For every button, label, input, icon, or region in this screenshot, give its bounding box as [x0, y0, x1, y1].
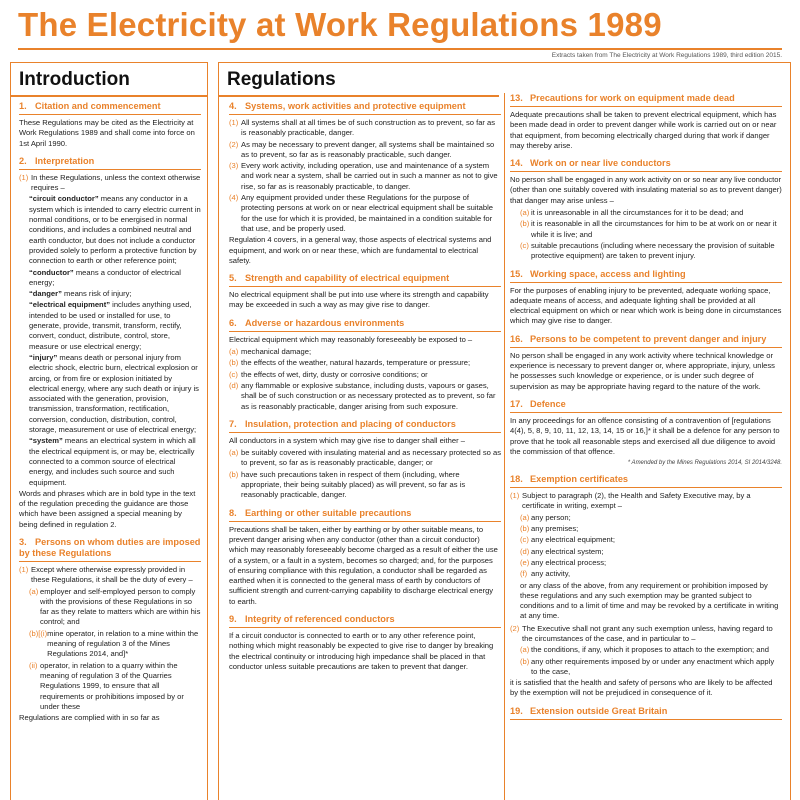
source-note: Extracts taken from The Electricity at Work Regulations 1989, third edition 2015.	[551, 52, 782, 59]
section-3	[19, 537, 201, 723]
list-item	[510, 657, 782, 678]
paragraph: Regulation 4 covers, in a general way, those aspects of electrical systems and equipment, and work on or near these, which are fundamental to electrical safety.	[229, 235, 492, 265]
list-item	[19, 629, 201, 660]
introduction-heading: Introduction	[19, 69, 130, 90]
item-marker: (b)	[229, 358, 239, 368]
item-marker: (f)	[520, 569, 528, 579]
section-title-text: Extension outside Great Britain	[530, 705, 668, 716]
list-item	[19, 587, 201, 628]
item-text: any premises;	[531, 524, 579, 534]
regulation-13	[510, 93, 782, 151]
amendment-note: * Amended by the Mines Regulations 2014, SI 2014/3248.	[627, 460, 782, 467]
regulation-8	[229, 508, 501, 607]
list-item	[229, 193, 501, 234]
paragraph: Words and phrases which are in bold type in the text of the regulation preceding the guidance are those which have been assigned a special meaning by being defined in regulation 2.	[19, 488, 196, 529]
item-marker: (d)	[229, 380, 239, 390]
item-marker: (4)	[229, 193, 239, 203]
item-marker: (b)	[229, 469, 239, 479]
section-title-text: Work on or near live conductors	[530, 158, 671, 169]
paragraph: or any class of the above, from any requirement or prohibition imposed by these regulations and any such exemption may be granted subject to conditions and to a limit of time and may be revoked by a certificate in writing at any time.	[520, 580, 779, 621]
list-item	[229, 140, 501, 161]
regulation-16	[510, 334, 782, 392]
item-text: mechanical damage;	[241, 347, 312, 357]
list-item	[510, 219, 782, 240]
section-number: 6.	[229, 317, 237, 328]
regulation-4	[229, 101, 501, 266]
section-title-text: Earthing or other suitable precautions	[245, 507, 412, 518]
section-title	[229, 318, 501, 332]
section-title	[19, 156, 201, 170]
regulation-17	[510, 399, 782, 467]
definition-text: means death or personal injury from electric shock, electric burn, electrical explosion or arcing, or from fire or explosion initiated by electrical energy, where any such death or injury is associated with the generation, provision, transmission, transformation, rectification, conversion, conduction, distribution, control, storage, measurement or use of electrical energy;	[29, 352, 199, 435]
definition-text: includes anything used, intended to be used or installed for use, to generate, provide, transmit, transform, rectify, convert, conduct, distribute, control, store, measure or use electrical energy;	[29, 300, 192, 351]
item-marker: (3)	[229, 161, 239, 171]
regulation-14	[510, 158, 782, 261]
item-marker: (b)	[520, 656, 530, 666]
item-text: operator, in relation to a quarry within the meaning of regulation 3 of the Quarries Regulations 1999, to ensure that all requirements or prohibitions imposed by or under these	[40, 660, 184, 711]
list-item	[229, 347, 501, 357]
list-item	[229, 161, 501, 192]
regulations-heading: Regulations	[227, 69, 336, 90]
item-text: it is unreasonable in all the circumstances for it to be dead; and	[531, 208, 744, 218]
section-title	[510, 93, 782, 107]
section-title	[229, 614, 501, 628]
paragraph: No electrical equipment shall be put into use where its strength and capability may be exceeded in such a way as may give rise to danger.	[229, 290, 489, 310]
item-text: any electrical system;	[531, 546, 604, 556]
paragraph: If a circuit conductor is connected to earth or to any other reference point, nothing which might reasonably be expected to give rise to danger by breaking the electrical continuity or introducing high impedance shall be placed in that conductor unless suitable precautions are taken to prevent that danger.	[229, 630, 494, 671]
section-title-text: Insulation, protection and placing of conductors	[245, 418, 456, 429]
item-marker: (a)	[229, 448, 239, 458]
section-title-text: Interpretation	[35, 155, 95, 166]
list-item	[19, 661, 201, 712]
item-marker: (2)	[510, 623, 520, 633]
item-marker: (a)	[229, 347, 239, 357]
item-text: it is reasonable in all the circumstances for him to be at work on or near it while it is live; and	[531, 219, 777, 239]
item-marker: (c)	[520, 535, 529, 545]
section-number: 19.	[510, 705, 523, 716]
list-item	[19, 565, 201, 586]
section-1	[19, 101, 201, 149]
list-item	[510, 524, 782, 534]
title-rule	[18, 48, 782, 50]
definition-text: means risk of injury;	[61, 289, 132, 299]
paragraph: These Regulations may be cited as the Electricity at Work Regulations 1989 and shall come into force on 1st April 1990.	[19, 118, 195, 148]
item-text: Subject to paragraph (2), the Health and Safety Executive may, by a certificate in writing, exempt –	[522, 491, 751, 511]
regulation-7	[229, 419, 501, 501]
regulations-right-column	[510, 93, 782, 800]
paragraph: Precautions shall be taken, either by earthing or by other suitable means, to prevent danger arising when any conductor (other than a circuit conductor) which may reasonably foreseeably become charged as a result of either the use of a system, or a fault in a system, becomes so charged; and, for the purposes of ensuring compliance with this regulation, a conductor shall be regarded as earthed when it is connected to the general mass of earth by conductors of sufficient strength and current-carrying capability to discharge electrical energy to earth.	[229, 524, 498, 606]
section-title	[510, 474, 782, 488]
section-number: 15.	[510, 268, 523, 279]
item-text: The Executive shall not grant any such exemption unless, having regard to the circumstances of the case, and in particular to –	[522, 623, 773, 643]
item-text: the conditions, if any, which it proposes to attach to the exemption; and	[531, 645, 769, 655]
item-marker: (a)	[520, 645, 530, 655]
item-text: any electrical equipment;	[531, 535, 615, 545]
column-divider	[504, 93, 505, 800]
item-marker: (1)	[19, 172, 29, 182]
section-number: 5.	[229, 273, 237, 284]
item-text: any flammable or explosive substance, including dusts, vapours or gases, shall be of such construction or as necessary protected as to prevent, so far as is reasonably practicable, danger arising from such exposure.	[241, 380, 496, 411]
item-marker: (b)	[520, 524, 530, 534]
list-item	[510, 547, 782, 557]
item-text: In these Regulations, unless the context otherwise requires –	[31, 172, 201, 193]
section-number: 14.	[510, 158, 523, 169]
section-number: 4.	[229, 101, 237, 111]
section-number: 17.	[510, 398, 523, 409]
item-text: any person;	[531, 512, 571, 522]
definition-term: “conductor”	[29, 267, 74, 277]
definition	[19, 268, 201, 289]
list-item	[510, 535, 782, 545]
section-number: 18.	[510, 474, 523, 485]
paragraph: it is satisfied that the health and safety of persons who are likely to be affected by the exemption will not be prejudiced in consequence of it.	[510, 678, 773, 698]
item-marker: (1)	[510, 491, 520, 501]
regulation-5	[229, 273, 501, 311]
item-text: any activity,	[531, 569, 571, 579]
regulation-18	[510, 474, 782, 699]
item-text: Any equipment provided under these Regulations for the purpose of protecting persons at work on or near electrical equipment shall be suitable for the use for which it is provided, be maintained in a condition suitable for that use, and be properly used.	[241, 193, 493, 233]
definition-term: “danger”	[29, 289, 62, 299]
list-item	[510, 241, 782, 262]
item-marker: (d)	[520, 546, 530, 556]
item-marker: (a)	[520, 208, 530, 218]
list-item	[229, 358, 501, 368]
item-marker: (e)	[520, 557, 530, 567]
definition-term: “circuit conductor”	[29, 194, 99, 204]
paragraph: Adequate precautions shall be taken to prevent electrical equipment, which has been made dead in order to prevent danger while work is carried out on or near that equipment, from becoming electrically charged during that work if danger may thereby arise.	[510, 110, 777, 150]
definition	[19, 300, 201, 351]
list-item	[510, 624, 782, 645]
regulation-6	[229, 318, 501, 412]
section-title-text: Persons on whom duties are imposed by these Regulations	[19, 536, 201, 558]
item-marker: (b)	[520, 219, 530, 229]
item-text: employer and self-employed person to comply with the provisions of these Regulations in so far as they relate to matters which are within his control; and	[40, 586, 201, 627]
definition-text: means an electrical system in which all the electrical equipment is, or may be, electrically connected to a common source of electrical energy, and includes such source and such equipment.	[29, 436, 196, 487]
list-item	[229, 470, 501, 501]
item-text: have such precautions taken in respect of them (including, where appropriate, their being suitably placed) as will prevent, so far as is reasonably practicable, danger.	[241, 469, 466, 500]
item-text: As may be necessary to prevent danger, all systems shall be maintained so as to prevent, so far as is reasonably practicable, such danger.	[241, 139, 495, 159]
regulation-9	[229, 614, 501, 672]
item-text: All systems shall at all times be of such construction as to prevent, so far as is reasonably practicable, danger.	[241, 118, 496, 138]
section-title-text: Precautions for work on equipment made dead	[530, 93, 735, 103]
section-number: 2.	[19, 155, 27, 166]
poster-title: The Electricity at Work Regulations 1989	[18, 6, 662, 43]
item-text: Every work activity, including operation, use and maintenance of a system and work near a system, shall be carried out in such a manner as not to give rise, so far as is reasonably practicable, to danger.	[241, 161, 498, 191]
section-title	[510, 399, 782, 413]
item-text: any other requirements imposed by or under any enactment which apply to the case,	[531, 656, 775, 676]
section-title	[229, 273, 501, 287]
list-item	[510, 208, 782, 218]
section-title-text: Adverse or hazardous environments	[245, 317, 405, 328]
definition	[19, 289, 201, 299]
item-marker: (1)	[229, 118, 239, 127]
item-marker: (c)	[229, 369, 238, 379]
section-title	[229, 419, 501, 433]
section-number: 7.	[229, 418, 237, 429]
list-item	[510, 645, 782, 655]
section-title-text: Integrity of referenced conductors	[245, 613, 395, 624]
section-title-text: Defence	[530, 398, 566, 409]
item-marker: (ii)	[29, 660, 38, 670]
section-2	[19, 156, 201, 530]
section-title-text: Citation and commencement	[35, 101, 161, 111]
section-number: 13.	[510, 93, 523, 103]
item-marker: (b)[(i)	[29, 628, 48, 638]
regulations-panel	[218, 62, 791, 800]
item-marker: (c)	[520, 240, 529, 250]
section-title	[510, 706, 782, 720]
list-item	[510, 491, 782, 512]
list-item	[510, 569, 782, 579]
definition	[19, 194, 201, 266]
item-text: be suitably covered with insulating material and as necessary protected so as to prevent, so far as is reasonably practicable, danger; or	[241, 448, 501, 468]
list-item	[229, 448, 501, 469]
section-title-text: Persons to be competent to prevent danger and injury	[530, 333, 767, 344]
section-title	[229, 508, 501, 522]
section-number: 9.	[229, 613, 237, 624]
item-text: suitable precautions (including where necessary the provision of suitable protective equipment) are taken to prevent injury.	[531, 240, 775, 261]
paragraph: For the purposes of enabling injury to be prevented, adequate working space, adequate means of access, and adequate lighting shall be provided at all electrical equipment on which or near which work is being done in circumstances which may give rise to danger.	[510, 285, 782, 326]
section-title	[19, 101, 201, 115]
section-number: 3.	[19, 536, 27, 547]
list-item	[229, 118, 501, 139]
section-title-text: Exemption certificates	[530, 474, 629, 485]
item-text: the effects of wet, dirty, dusty or corrosive conditions; or	[241, 369, 428, 379]
paragraph: No person shall be engaged in any work activity on or so near any live conductor (other than one suitably covered with insulating material so as to prevent danger) that danger may arise unless –	[510, 175, 782, 205]
paragraph: Electrical equipment which may reasonably foreseeably be exposed to –	[229, 334, 473, 344]
heading-rule	[11, 95, 207, 97]
introduction-panel	[10, 62, 208, 800]
section-title-text: Strength and capability of electrical equipment	[245, 273, 450, 284]
paragraph: Regulations are complied with in so far as	[19, 713, 160, 723]
paragraph: All conductors in a system which may give rise to danger shall either –	[229, 435, 465, 445]
definition	[19, 436, 201, 487]
section-title	[510, 334, 782, 348]
list-item	[510, 558, 782, 568]
section-title	[510, 269, 782, 283]
definition-text: means a conductor of electrical energy;	[29, 267, 181, 287]
introduction-column	[19, 101, 201, 800]
section-title-text: Working space, access and lighting	[530, 268, 686, 279]
item-marker: (a)	[29, 586, 39, 596]
list-item	[19, 173, 201, 194]
section-number: 1.	[19, 101, 27, 111]
item-text: Except where otherwise expressly provided in these Regulations, it shall be the duty of every –	[31, 564, 193, 585]
regulation-15	[510, 269, 782, 327]
item-marker: (2)	[229, 139, 239, 149]
definition-term: “system”	[29, 436, 63, 446]
section-title-text: Systems, work activities and protective equipment	[245, 101, 466, 111]
definition-term: “injury”	[29, 352, 58, 362]
section-title	[229, 101, 501, 115]
list-item	[229, 381, 501, 412]
list-item	[229, 370, 501, 380]
regulation-19	[510, 706, 782, 720]
item-marker: (1)	[19, 564, 29, 574]
heading-rule	[219, 95, 499, 97]
section-title	[19, 537, 201, 562]
definition-term: “electrical equipment”	[29, 300, 111, 310]
section-title	[510, 158, 782, 172]
definition-text: means any conductor in a system which is intended to carry electric current in normal conditions, or to be energised in normal conditions, and includes a combined neutral and earth conductor, but does not include a conductor provided solely to perform a protective function by connection to earth or other reference point;	[29, 194, 201, 266]
paragraph: No person shall be engaged in any work activity where technical knowledge or experience is necessary to prevent danger or, where appropriate, injury, unless he possesses such knowledge or experience, or is under such degree of supervision as may be appropriate having regard to the nature of the work.	[510, 350, 775, 391]
section-number: 16.	[510, 333, 523, 344]
item-text: mine operator, in relation to a mine within the meaning of regulation 3 of the Mines Regulations 2014, and]*	[47, 628, 199, 659]
item-marker: (a)	[520, 512, 530, 522]
definition	[19, 353, 201, 435]
paragraph: In any proceedings for an offence consisting of a contravention of [regulations 4(4), 5, 8, 9, 10, 11, 12, 13, 14, 15 or 16,]* it shall be a defence for any person to prove that he took all reasonable steps and exercised all due diligence to avoid the commission of that offence.	[510, 415, 780, 456]
regulations-left-column	[229, 101, 501, 800]
item-text: any electrical process;	[531, 557, 607, 567]
list-item	[510, 513, 782, 523]
section-number: 8.	[229, 507, 237, 518]
item-text: the effects of the weather, natural hazards, temperature or pressure;	[241, 358, 471, 368]
